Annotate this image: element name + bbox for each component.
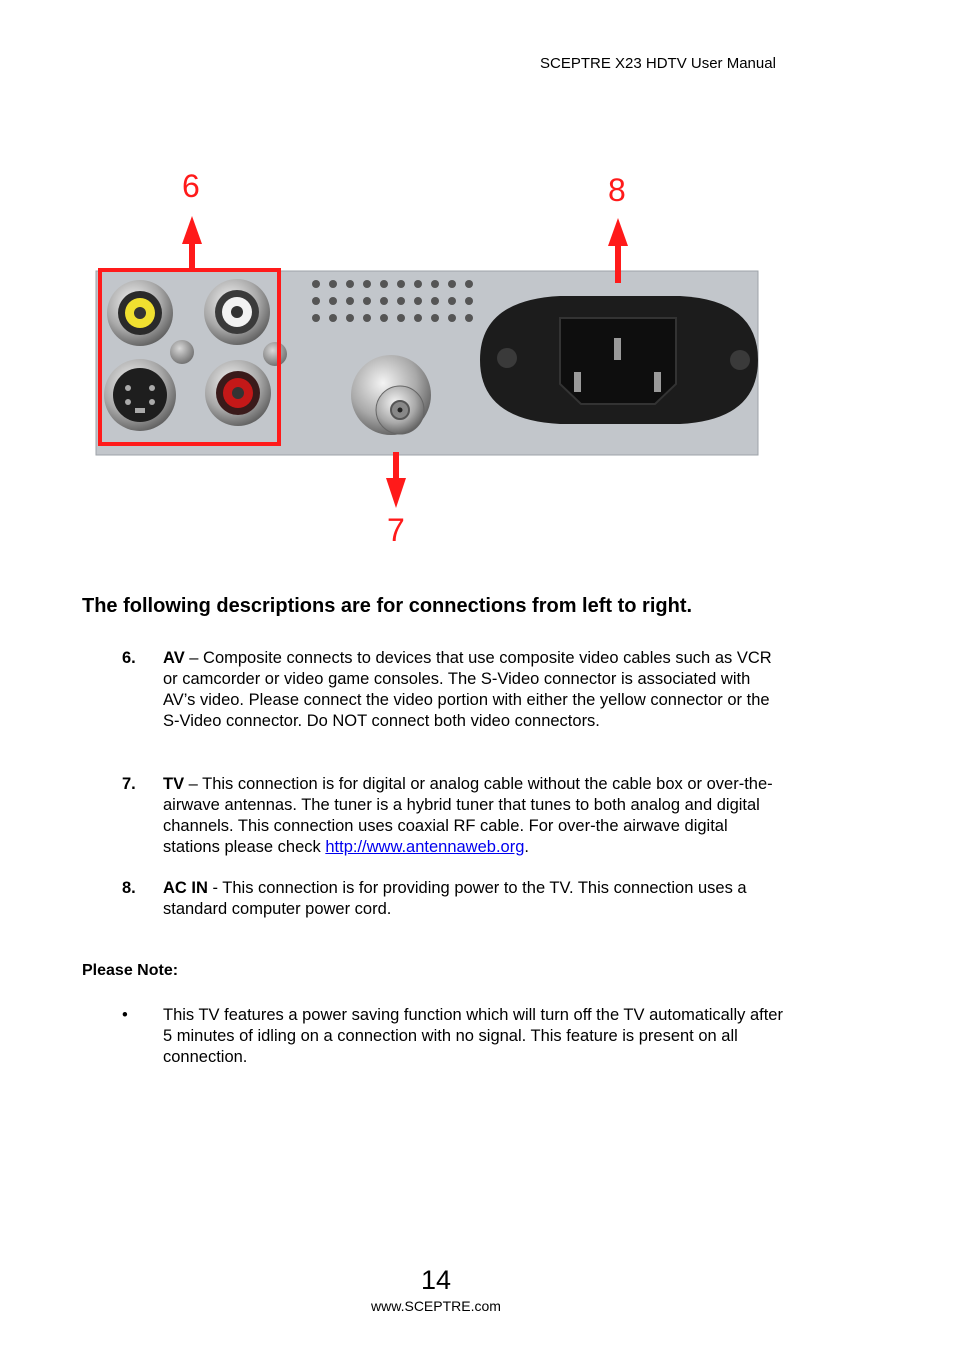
item-body xyxy=(163,774,783,858)
item-text: – Composite connects to devices that use composite video cables such as VCR or camcorder or video game consoles. The S-Video connector is associated with AV’s video. Please connect the video portion with either the yellow connector or the S-Video connector. Do NOT connect both video connectors. xyxy=(163,649,772,730)
callout-label-av: 6 xyxy=(182,168,200,204)
item-suffix: . xyxy=(524,838,529,856)
rf-coax-connector xyxy=(351,355,431,435)
antennaweb-link[interactable]: http://www.antennaweb.org xyxy=(325,838,525,856)
bullet-dot: • xyxy=(122,1006,128,1024)
connector-panel-figure xyxy=(0,0,954,560)
callout-label-ac: 8 xyxy=(608,172,626,208)
ac-power-inlet xyxy=(480,296,758,424)
item-number: 6. xyxy=(122,649,136,667)
running-header: SCEPTRE X23 HDTV User Manual xyxy=(540,55,776,72)
item-body xyxy=(163,878,783,920)
item-text: - This connection is for providing power to the TV. This connection uses a standard computer power cord. xyxy=(163,879,747,918)
item-number: 8. xyxy=(122,879,136,897)
section-heading: The following descriptions are for connections from left to right. xyxy=(82,595,693,617)
item-term: AV xyxy=(163,649,185,667)
page-number: 14 xyxy=(420,1265,452,1295)
item-body xyxy=(163,648,783,732)
item-term: AC IN xyxy=(163,879,208,897)
callout-label-tv: 7 xyxy=(387,512,405,548)
note-text: This TV features a power saving function which will turn off the TV automatically after 5 minutes of idling on a connection with no signal. This feature is present on all connection. xyxy=(163,1006,783,1066)
footer-site: www.SCEPTRE.com xyxy=(371,1298,501,1314)
item-text: – This connection is for digital or analog cable without the cable box or over-the-airwave antennas. The tuner is a hybrid tuner that tunes to both analog and digital channels. This connection uses coaxial RF cable. For over-the airwave digital stations please check xyxy=(163,775,773,856)
connector-panel-photo xyxy=(0,0,954,560)
note-title: Please Note: xyxy=(82,962,179,979)
item-number: 7. xyxy=(122,775,136,793)
item-term: TV xyxy=(163,775,185,793)
